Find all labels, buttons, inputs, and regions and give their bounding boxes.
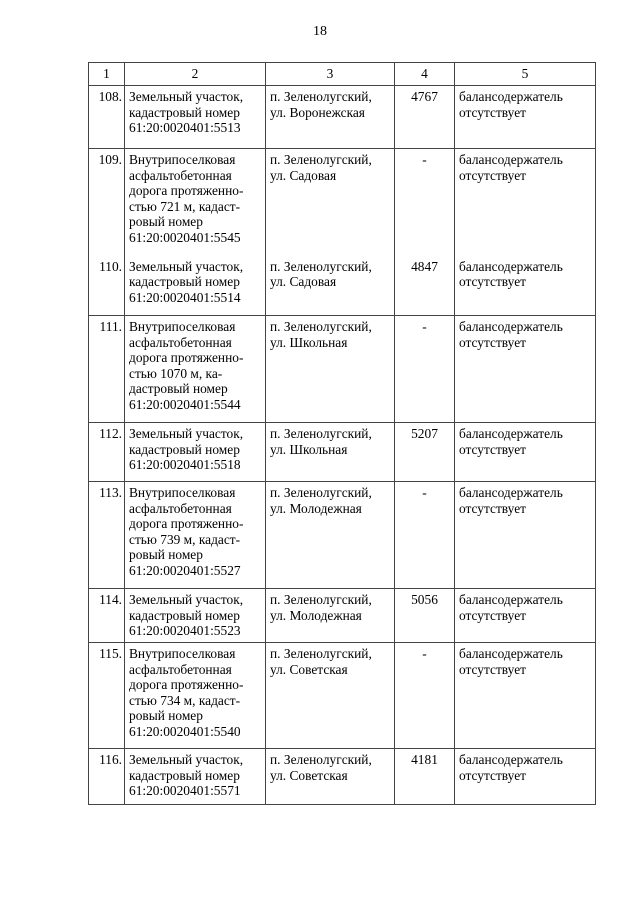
object-name-line: Внутрипоселковая [129,646,236,661]
object-name-line: кадастровый номер [129,104,240,120]
balance-holder [455,423,596,482]
table-row [89,86,596,149]
object-name [125,482,266,589]
object-address [266,482,395,589]
row-number: 114. [89,589,125,643]
object-name-line: Земельный участок, [129,752,244,767]
object-address-line: п. Зеленолугский, [270,152,372,167]
balance-holder [455,86,596,149]
object-address-line: п. Зеленолугский, [270,752,372,767]
object-area: 4847 [395,256,455,316]
object-name-line: дастровый номер [129,381,228,397]
object-name-line: кадастровый номер [129,767,240,783]
object-name-line: асфальтобетонная [129,500,232,516]
object-name [125,256,266,316]
header-col-3: 3 [266,63,395,86]
page-number: 18 [313,24,327,39]
balance-holder-line: отсутствует [459,500,526,516]
object-area: - [395,149,455,256]
object-name-line: ровый номер [129,214,203,230]
balance-holder [455,749,596,805]
object-address-line: ул. Школьная [270,441,348,457]
object-name-line: асфальтобетонная [129,167,232,183]
object-address [266,316,395,423]
balance-holder-line: балансодержатель [459,752,563,767]
object-address-line: ул. Молодежная [270,607,362,623]
object-address-line: п. Зеленолугский, [270,258,372,274]
table-row [89,482,596,589]
object-name [125,589,266,643]
balance-holder-line: отсутствует [459,104,526,120]
object-name-line: стью 739 м, кадаст- [129,531,241,547]
object-area: - [395,482,455,589]
table-row [89,749,596,805]
object-name-line: 61:20:0020401:5545 [129,229,241,245]
object-address [266,149,395,256]
balance-holder [455,149,596,256]
object-area: 4767 [395,86,455,149]
object-address-line: ул. Молодежная [270,500,362,516]
balance-holder-line: отсутствует [459,767,526,783]
row-number: 115. [89,643,125,749]
object-address-line: ул. Советская [270,661,348,677]
object-address-line: ул. Садовая [270,167,337,183]
balance-holder-line: балансодержатель [459,258,563,274]
object-address-line: п. Зеленолугский, [270,89,372,104]
object-name-line: 61:20:0020401:5527 [129,562,241,578]
balance-holder [455,256,596,316]
object-area: - [395,316,455,423]
object-name-line: Земельный участок, [129,258,244,274]
row-number: 113. [89,482,125,589]
object-address [266,256,395,316]
table-row [89,256,596,316]
object-name [125,316,266,423]
balance-holder [455,589,596,643]
object-area: 5056 [395,589,455,643]
object-name-line: 61:20:0020401:5518 [129,457,241,473]
object-name-line: Земельный участок, [129,426,244,441]
object-address-line: ул. Воронежская [270,104,365,120]
header-col-1: 1 [89,63,125,86]
header-col-5: 5 [455,63,596,86]
object-name [125,86,266,149]
object-name-line: кадастровый номер [129,441,240,457]
table-row [89,423,596,482]
object-name-line: 61:20:0020401:5513 [129,120,241,136]
object-address [266,643,395,749]
object-name-line: кадастровый номер [129,607,240,623]
object-name-line: Внутрипоселковая [129,319,236,334]
table-row [89,589,596,643]
object-area: 4181 [395,749,455,805]
balance-holder-line: балансодержатель [459,89,563,104]
row-number: 111. [89,316,125,423]
object-name-line: 61:20:0020401:5544 [129,396,241,412]
object-name-line: кадастровый номер [129,274,240,290]
object-name-line: 61:20:0020401:5571 [129,783,241,799]
object-name-line: 61:20:0020401:5514 [129,289,241,305]
balance-holder-line: балансодержатель [459,152,563,167]
object-name [125,149,266,256]
object-name-line: Земельный участок, [129,89,244,104]
object-name-line: 61:20:0020401:5540 [129,723,241,739]
object-name-line: дорога протяженно- [129,516,244,532]
object-address-line: п. Зеленолугский, [270,426,372,441]
object-address-line: п. Зеленолугский, [270,319,372,334]
table-row [89,316,596,423]
object-name-line: асфальтобетонная [129,334,232,350]
object-address-line: ул. Садовая [270,274,337,290]
object-address [266,86,395,149]
balance-holder-line: отсутствует [459,274,526,290]
row-number: 109. [89,149,125,256]
row-number: 110. [89,256,125,316]
balance-holder-line: балансодержатель [459,646,563,661]
balance-holder-line: балансодержатель [459,426,563,441]
object-area: 5207 [395,423,455,482]
header-col-4: 4 [395,63,455,86]
object-address [266,423,395,482]
object-address-line: п. Зеленолугский, [270,646,372,661]
object-address [266,749,395,805]
table-row [89,643,596,749]
balance-holder-line: отсутствует [459,607,526,623]
row-number: 112. [89,423,125,482]
object-name-line: асфальтобетонная [129,661,232,677]
balance-holder [455,316,596,423]
object-name [125,749,266,805]
object-name-line: Земельный участок, [129,592,244,607]
object-address-line: п. Зеленолугский, [270,592,372,607]
table-body [89,86,596,805]
balance-holder-line: отсутствует [459,441,526,457]
balance-holder-line: отсутствует [459,661,526,677]
property-table [88,62,596,805]
object-name-line: дорога протяженно- [129,677,244,693]
table-header-row [89,63,596,86]
balance-holder-line: отсутствует [459,334,526,350]
object-name-line: Внутрипоселковая [129,152,236,167]
object-name [125,423,266,482]
balance-holder-line: балансодержатель [459,592,563,607]
object-name-line: ровый номер [129,547,203,563]
balance-holder [455,643,596,749]
balance-holder-line: отсутствует [459,167,526,183]
object-address-line: ул. Школьная [270,334,348,350]
object-name-line: ровый номер [129,708,203,724]
object-name-line: стью 734 м, кадаст- [129,692,241,708]
object-name-line: дорога протяженно- [129,183,244,199]
object-address-line: п. Зеленолугский, [270,485,372,500]
balance-holder-line: балансодержатель [459,319,563,334]
balance-holder [455,482,596,589]
object-name-line: 61:20:0020401:5523 [129,623,241,639]
object-name-line: стью 721 м, кадаст- [129,198,241,214]
row-number: 116. [89,749,125,805]
object-name-line: Внутрипоселковая [129,485,236,500]
row-number: 108. [89,86,125,149]
table-row [89,149,596,256]
object-address [266,589,395,643]
object-address-line: ул. Советская [270,767,348,783]
balance-holder-line: балансодержатель [459,485,563,500]
object-name-line: дорога протяженно- [129,350,244,366]
object-area: - [395,643,455,749]
header-col-2: 2 [125,63,266,86]
object-name [125,643,266,749]
object-name-line: стью 1070 м, ка- [129,365,223,381]
